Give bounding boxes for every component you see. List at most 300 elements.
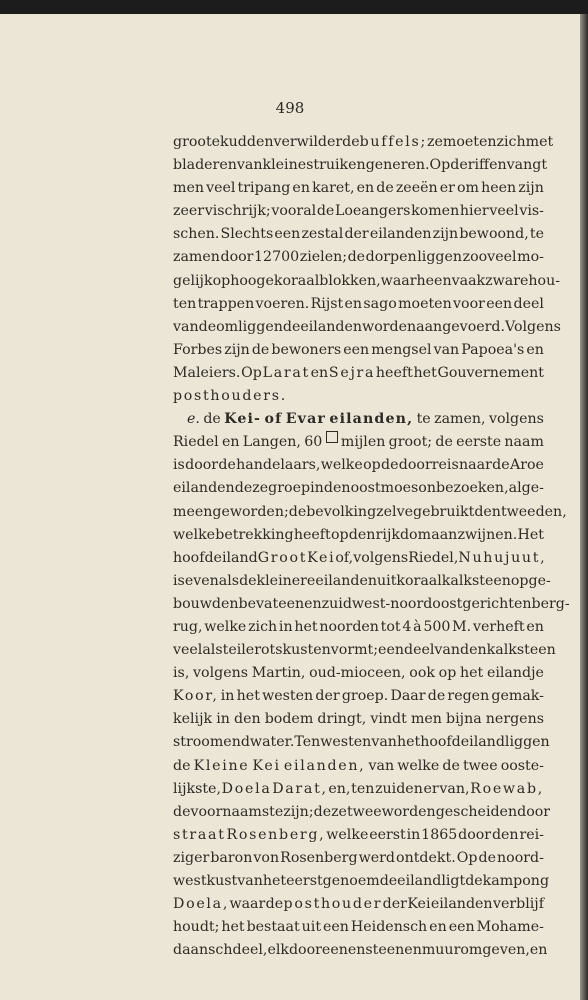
- word: zijn;: [283, 803, 314, 820]
- word: en: [344, 295, 363, 312]
- word: heen: [481, 180, 517, 197]
- word: in: [310, 480, 324, 497]
- word: de: [465, 873, 483, 889]
- word: steile: [215, 642, 255, 659]
- word: Papoea's: [461, 341, 525, 358]
- word: of,: [335, 549, 354, 566]
- word: mengsel: [371, 341, 432, 358]
- word: Groot: [257, 549, 308, 566]
- word: ten: [173, 295, 197, 312]
- text-line: [173, 662, 544, 685]
- word: opge-: [510, 572, 551, 589]
- word: verheft: [472, 618, 525, 635]
- word: zuidwest-noordoost: [321, 595, 463, 612]
- word: van: [434, 642, 461, 659]
- word: eerstgenoemde: [286, 873, 398, 889]
- word: zeer: [173, 203, 205, 220]
- word: de: [376, 180, 394, 197]
- word: aan: [431, 526, 458, 543]
- text-line: [173, 131, 554, 154]
- word: eilanden,: [283, 757, 366, 774]
- word: Slechts: [220, 226, 274, 243]
- word: kleine: [262, 157, 307, 174]
- word: posthouder: [283, 896, 383, 913]
- word: van: [368, 757, 395, 774]
- text-line: [173, 477, 544, 500]
- word: Gouvernement: [437, 364, 544, 381]
- word: van: [237, 873, 263, 889]
- word: heeft: [375, 364, 413, 381]
- word: gebruikt: [412, 503, 475, 520]
- word: kampong: [482, 873, 550, 889]
- word: bezoeken,: [436, 480, 509, 497]
- word: ontdekt.: [396, 849, 456, 866]
- word: door: [517, 803, 551, 820]
- text-line: [173, 547, 547, 570]
- word: de: [427, 688, 446, 705]
- word: daansch: [173, 942, 233, 959]
- word: de: [435, 434, 453, 451]
- word: groep.: [341, 688, 389, 705]
- word: zestal: [301, 226, 344, 243]
- word: door: [220, 249, 254, 266]
- word: en: [292, 180, 310, 197]
- word: heeft: [293, 526, 331, 543]
- word: met: [525, 134, 554, 150]
- word: den: [348, 526, 376, 543]
- text-line: [173, 408, 544, 431]
- word: houdt;: [173, 919, 220, 936]
- word: Nuhujuut,: [458, 549, 547, 566]
- word: worden: [381, 803, 436, 820]
- word: Rijst: [310, 295, 344, 312]
- word: eerst: [369, 826, 406, 843]
- word: het: [294, 618, 318, 635]
- word: oud-mioceen,: [309, 665, 406, 682]
- word: en: [221, 434, 240, 451]
- word: betrekking: [215, 526, 294, 543]
- word: regen: [447, 688, 490, 705]
- word: Doela: [221, 780, 272, 797]
- word: zielen;: [299, 249, 348, 266]
- word: en: [310, 364, 329, 381]
- word: zooveel: [462, 249, 517, 266]
- word: Riedel,: [408, 549, 459, 566]
- word: waar: [229, 896, 266, 913]
- text-line: [173, 916, 544, 939]
- word: de: [265, 896, 284, 913]
- word: en,: [328, 780, 351, 797]
- word: men: [410, 711, 442, 728]
- word: en: [221, 595, 239, 612]
- word: groote: [173, 134, 221, 150]
- text-line: [173, 362, 544, 385]
- word: Kei: [252, 757, 281, 774]
- word: dorpen: [365, 249, 417, 266]
- word: gerichten: [462, 595, 532, 612]
- word: het: [413, 364, 437, 381]
- word: omliggende: [216, 318, 301, 335]
- word: zijn: [432, 226, 459, 243]
- word: een: [323, 919, 349, 936]
- word: Rosenberg,: [226, 826, 326, 843]
- text-line: [173, 501, 567, 524]
- word: Maleiers.: [173, 364, 241, 381]
- word: rei-: [519, 826, 544, 843]
- word: dringt,: [317, 711, 367, 728]
- word: een: [274, 226, 301, 243]
- word: de: [347, 249, 366, 266]
- text-line: [173, 385, 544, 408]
- word: in: [406, 826, 421, 843]
- word: hoofdeiland: [420, 734, 505, 751]
- word: meen: [173, 503, 213, 520]
- word: twee: [346, 803, 382, 820]
- word: vaak: [451, 272, 486, 289]
- word: eilanden: [300, 318, 363, 335]
- text-line: [173, 801, 551, 824]
- word: de: [239, 572, 257, 589]
- word: 1865: [421, 826, 458, 843]
- word: bewoners: [271, 341, 342, 358]
- word: hoofdeiland: [173, 549, 258, 566]
- word: uit: [377, 572, 397, 589]
- word: moeten: [398, 295, 452, 312]
- word: moeten: [442, 134, 497, 150]
- word: elk: [267, 942, 289, 959]
- word: op: [438, 665, 457, 682]
- word: naam: [504, 434, 544, 451]
- text-line: [173, 847, 544, 870]
- word: bevat: [238, 595, 279, 612]
- word: welke: [326, 826, 369, 843]
- word: zijn: [224, 341, 250, 358]
- word: aangevoerd.: [416, 318, 505, 335]
- word: Ten: [294, 734, 321, 751]
- word: vooral: [271, 203, 317, 220]
- text-line: [173, 685, 544, 708]
- word: muur: [421, 942, 461, 959]
- word: de: [381, 457, 399, 474]
- word: de: [173, 757, 191, 774]
- word: eilanden: [315, 572, 378, 589]
- word: omgeven,: [460, 942, 530, 959]
- word: buffels;: [359, 134, 427, 150]
- word: ook: [409, 665, 435, 682]
- word: zeeën: [395, 180, 438, 197]
- word: Sejra: [328, 364, 376, 381]
- word: straat: [173, 826, 226, 843]
- word: karet,: [312, 180, 355, 197]
- word: bladeren: [173, 157, 237, 174]
- word: trappen: [197, 295, 255, 312]
- word: ze: [427, 134, 443, 150]
- word: de: [478, 849, 496, 866]
- word: de: [203, 411, 221, 428]
- text-line: [173, 200, 544, 223]
- word: bewoond,: [459, 226, 529, 243]
- text-line: [173, 524, 544, 547]
- word: Koor,: [173, 688, 219, 705]
- word: oostmoeson: [350, 480, 436, 497]
- word: Kei-: [224, 411, 262, 428]
- word: de: [218, 457, 236, 474]
- word: in: [220, 688, 235, 705]
- word: bouwd: [173, 595, 221, 612]
- word: alge-: [508, 480, 544, 497]
- word: Loeangers: [334, 203, 411, 220]
- word: van: [236, 157, 263, 174]
- word: de: [442, 757, 460, 774]
- word: waarheen: [380, 272, 452, 289]
- word: Kei: [407, 896, 431, 913]
- word: kleinere: [256, 572, 316, 589]
- word: Het: [517, 526, 544, 543]
- word: riffen: [467, 157, 507, 174]
- word: zich: [496, 134, 526, 150]
- word: zamen,: [434, 411, 486, 428]
- word: te: [529, 226, 544, 243]
- text-line: [173, 316, 561, 339]
- page-edge-shadow: [580, 14, 588, 1000]
- word: voornaamste: [190, 803, 284, 820]
- word: welke: [173, 526, 216, 543]
- word: groot;: [388, 434, 433, 451]
- word: koraalblokken,: [273, 272, 381, 289]
- word: vindt: [370, 711, 407, 728]
- word: liggen: [417, 249, 463, 266]
- word: lijkste,: [173, 780, 221, 797]
- word: sago: [363, 295, 397, 312]
- word: van,: [439, 780, 470, 797]
- word: 60: [304, 434, 323, 451]
- word: van: [371, 734, 397, 751]
- word: Kleine: [193, 757, 250, 774]
- word: rug,: [173, 618, 203, 635]
- word: Langen,: [242, 434, 301, 451]
- word: Martin,: [251, 665, 306, 682]
- word: mo-: [517, 249, 544, 266]
- word: welke: [397, 757, 440, 774]
- word: Aroe: [509, 457, 544, 474]
- word: vormt;: [330, 642, 379, 659]
- word: er: [423, 780, 439, 797]
- word: worden: [362, 318, 417, 335]
- word: geworden;: [212, 503, 289, 520]
- word: een: [378, 642, 404, 659]
- word: uit: [301, 919, 322, 936]
- word: Op: [241, 364, 262, 381]
- word: eilanden: [173, 480, 235, 497]
- word: groep: [268, 480, 311, 497]
- word: rijkdom: [375, 526, 432, 543]
- word: Forbes: [173, 341, 223, 358]
- text-line: [173, 431, 544, 454]
- word: Heidensch: [350, 919, 428, 936]
- word: nergens: [485, 711, 544, 728]
- word: ziger: [173, 849, 210, 866]
- word: tweeden,: [500, 503, 567, 520]
- word: den: [460, 642, 487, 659]
- word: der: [344, 226, 369, 243]
- word: mijlen: [340, 434, 386, 451]
- text-line: [173, 755, 544, 778]
- word: volgens: [488, 411, 544, 428]
- word: in: [278, 618, 293, 635]
- text-line: [173, 616, 544, 639]
- word: den: [491, 826, 519, 843]
- word: Doela,: [173, 896, 230, 913]
- word: eilanden,: [329, 411, 414, 428]
- word: evenals: [184, 572, 240, 589]
- word: op: [330, 526, 349, 543]
- word: en: [526, 618, 544, 635]
- word: deze: [234, 480, 269, 497]
- word: water.: [249, 734, 295, 751]
- word: het: [262, 873, 287, 889]
- word: hou-: [528, 272, 561, 289]
- word: de: [492, 457, 510, 474]
- word: zijn: [518, 180, 544, 197]
- word: bijna: [446, 711, 482, 728]
- word: Volgens: [505, 318, 561, 335]
- word: baron: [210, 849, 253, 866]
- text-line: [173, 939, 548, 962]
- word: generen.: [365, 157, 430, 174]
- word: ligt: [441, 873, 466, 889]
- word: door: [458, 826, 492, 843]
- body-text: [173, 131, 570, 962]
- word: noorden: [319, 618, 379, 635]
- word: ten: [351, 780, 375, 797]
- text-line: [173, 893, 544, 916]
- text-line: [173, 570, 551, 593]
- word: kelijk: [173, 711, 213, 728]
- word: eiland: [397, 873, 442, 889]
- word: deel: [403, 642, 435, 659]
- word: von: [253, 849, 280, 866]
- word: is: [173, 457, 185, 474]
- page-number: 498: [275, 99, 305, 117]
- text-line: [173, 731, 550, 754]
- word: Op: [429, 157, 451, 174]
- word: hooge: [230, 272, 274, 289]
- word: op: [212, 272, 231, 289]
- word: den: [323, 480, 351, 497]
- text-line: [173, 293, 544, 316]
- text-line: [173, 270, 561, 293]
- word: Op: [456, 849, 478, 866]
- word: koraalkalksteen: [396, 572, 511, 589]
- word: zuiden: [375, 780, 423, 797]
- word: 4: [402, 618, 412, 635]
- word: zich: [248, 618, 278, 635]
- word: de: [251, 341, 270, 358]
- word: eilanden: [369, 226, 432, 243]
- word: welke: [204, 618, 247, 635]
- word: Rosenberg: [280, 849, 358, 866]
- word: tripang: [237, 180, 291, 197]
- word: volgens: [193, 665, 249, 682]
- word: werd: [358, 849, 395, 866]
- word: er: [439, 180, 455, 197]
- word: zelve: [376, 503, 413, 520]
- word: twee: [462, 757, 498, 774]
- word: naar: [459, 457, 492, 474]
- word: eenen: [321, 942, 366, 959]
- word: 12700: [254, 249, 300, 266]
- word: men: [173, 180, 204, 197]
- word: de: [198, 318, 217, 335]
- word: der: [382, 896, 407, 913]
- word: gemak-: [491, 688, 544, 705]
- word: Roewab,: [470, 780, 544, 797]
- word: en: [356, 180, 375, 197]
- word: westen: [262, 688, 314, 705]
- word: Larat: [262, 364, 310, 381]
- word: Daar: [390, 688, 426, 705]
- text-line: [173, 870, 550, 893]
- word: westkust: [173, 873, 238, 889]
- word: veel: [489, 203, 519, 220]
- word: zware: [485, 272, 529, 289]
- word: eenen: [278, 595, 322, 612]
- word: Darat,: [272, 780, 328, 797]
- text-line: [173, 223, 544, 246]
- square-symbol-icon: [326, 431, 338, 443]
- word: ooste-: [500, 757, 544, 774]
- word: M.: [452, 618, 472, 635]
- word: vischrijk;: [204, 203, 271, 220]
- word: is: [173, 572, 185, 589]
- word: het: [396, 734, 421, 751]
- text-line: [173, 824, 544, 847]
- word: noord-: [497, 849, 544, 866]
- word: het: [221, 919, 245, 936]
- word: eilanden: [430, 896, 493, 913]
- word: de: [316, 203, 335, 220]
- text-line: [173, 339, 544, 362]
- word: berg-: [531, 595, 570, 612]
- word: den: [474, 503, 501, 520]
- word: een: [343, 341, 370, 358]
- word: te: [416, 411, 431, 428]
- word: voor: [453, 295, 485, 312]
- book-page: [0, 14, 580, 1000]
- word: gelijk: [173, 272, 213, 289]
- text-line: [173, 639, 556, 662]
- word: en: [529, 942, 548, 959]
- word: e.: [187, 411, 200, 428]
- word: komen: [411, 203, 460, 220]
- word: de: [173, 803, 191, 820]
- word: Mohame-: [476, 919, 544, 936]
- word: eilandje: [486, 665, 544, 682]
- word: volgens: [353, 549, 409, 566]
- word: van: [173, 318, 199, 335]
- word: kalksteen: [486, 642, 556, 659]
- text-line: [173, 708, 544, 731]
- word: en: [526, 341, 544, 358]
- word: bodem: [264, 711, 314, 728]
- text-line: [173, 778, 544, 801]
- word: deze: [313, 803, 347, 820]
- word: door: [288, 942, 322, 959]
- word: à: [413, 618, 422, 635]
- word: het: [236, 688, 260, 705]
- word: zamen: [173, 249, 220, 266]
- word: of: [264, 411, 283, 428]
